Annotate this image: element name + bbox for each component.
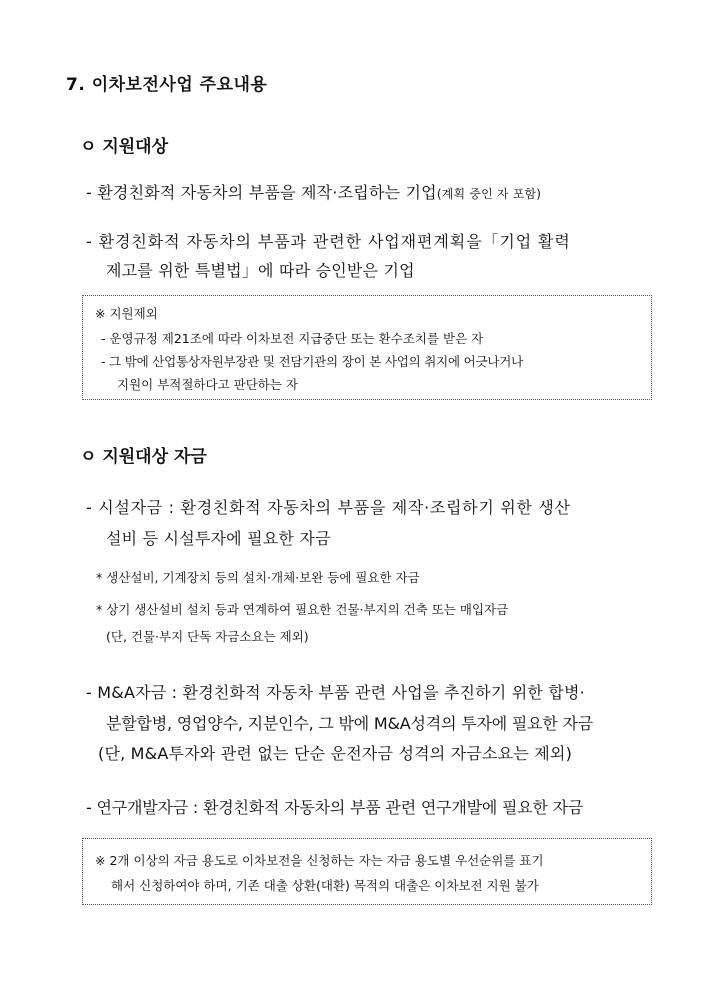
footnote-line-1: ※ 2개 이상의 자금 용도로 이차보전을 신청하는 자는 자금 용도별 우선순위를 표기	[95, 853, 544, 868]
facility-line-1: - 시설자금 : 환경친화적 자동차의 부품을 제작·조립하기 위한 생산	[86, 498, 571, 517]
section-title: 7. 이차보전사업 주요내용	[66, 75, 268, 95]
footnote-line-2: 해서 신청하여야 하며, 기존 대출 상환(대환) 목적의 대출은 이차보전 지원 불가	[111, 878, 539, 893]
facility-note-2-line-2: (단, 건물·부지 단독 자금소요는 제외)	[106, 629, 309, 644]
facility-note-2-line-1: * 상기 생산설비 설치 등과 연계하여 필요한 건물·부지의 건축 또는 매입자금	[96, 602, 509, 617]
exclusion-item-1: - 운영규정 제21조에 따라 이차보전 지급중단 또는 환수조치를 받은 자	[101, 331, 484, 346]
mna-line-3: (단, M&A투자와 관련 없는 단순 운전자금 성격의 자금소요는 제외)	[98, 744, 573, 763]
facility-line-2: 설비 등 시설투자에 필요한 자금	[106, 529, 331, 548]
funds-heading: ㅇ 지원대상 자금	[80, 447, 207, 467]
target-bullet-1-note: (계획 중인 자 포함)	[436, 187, 542, 201]
exclusion-box	[82, 295, 652, 400]
exclusion-title: ※ 지원제외	[95, 306, 158, 321]
exclusion-item-2-line-2: 지원이 부적절하다고 판단하는 자	[117, 377, 298, 392]
target-bullet-1	[86, 180, 541, 203]
rnd-line-1: - 연구개발자금 : 환경친화적 자동차의 부품 관련 연구개발에 필요한 자금	[86, 798, 584, 817]
target-bullet-2-line-2: 제고를 위한 특별법」에 따라 승인받은 기업	[106, 261, 415, 280]
mna-line-2: 분할합병, 영업양수, 지분인수, 그 밖에 M&A성격의 투자에 필요한 자금	[106, 714, 594, 733]
target-bullet-1-text: - 환경친화적 자동차의 부품을 제작·조립하는 기업	[86, 183, 437, 202]
target-bullet-2-line-1: - 환경친화적 자동차의 부품과 관련한 사업재편계획을「기업 활력	[86, 232, 571, 251]
exclusion-item-2-line-1: - 그 밖에 산업통상자원부장관 및 전담기관의 장이 본 사업의 취지에 어긋나거나	[101, 354, 524, 369]
targets-heading: ㅇ 지원대상	[80, 137, 169, 157]
facility-note-1: * 생산설비, 기계장치 등의 설치·개체·보완 등에 필요한 자금	[96, 570, 420, 585]
mna-line-1: - M&A자금 : 환경친화적 자동차 부품 관련 사업을 추진하기 위한 합병·	[86, 683, 585, 702]
footnote-box	[82, 838, 652, 905]
